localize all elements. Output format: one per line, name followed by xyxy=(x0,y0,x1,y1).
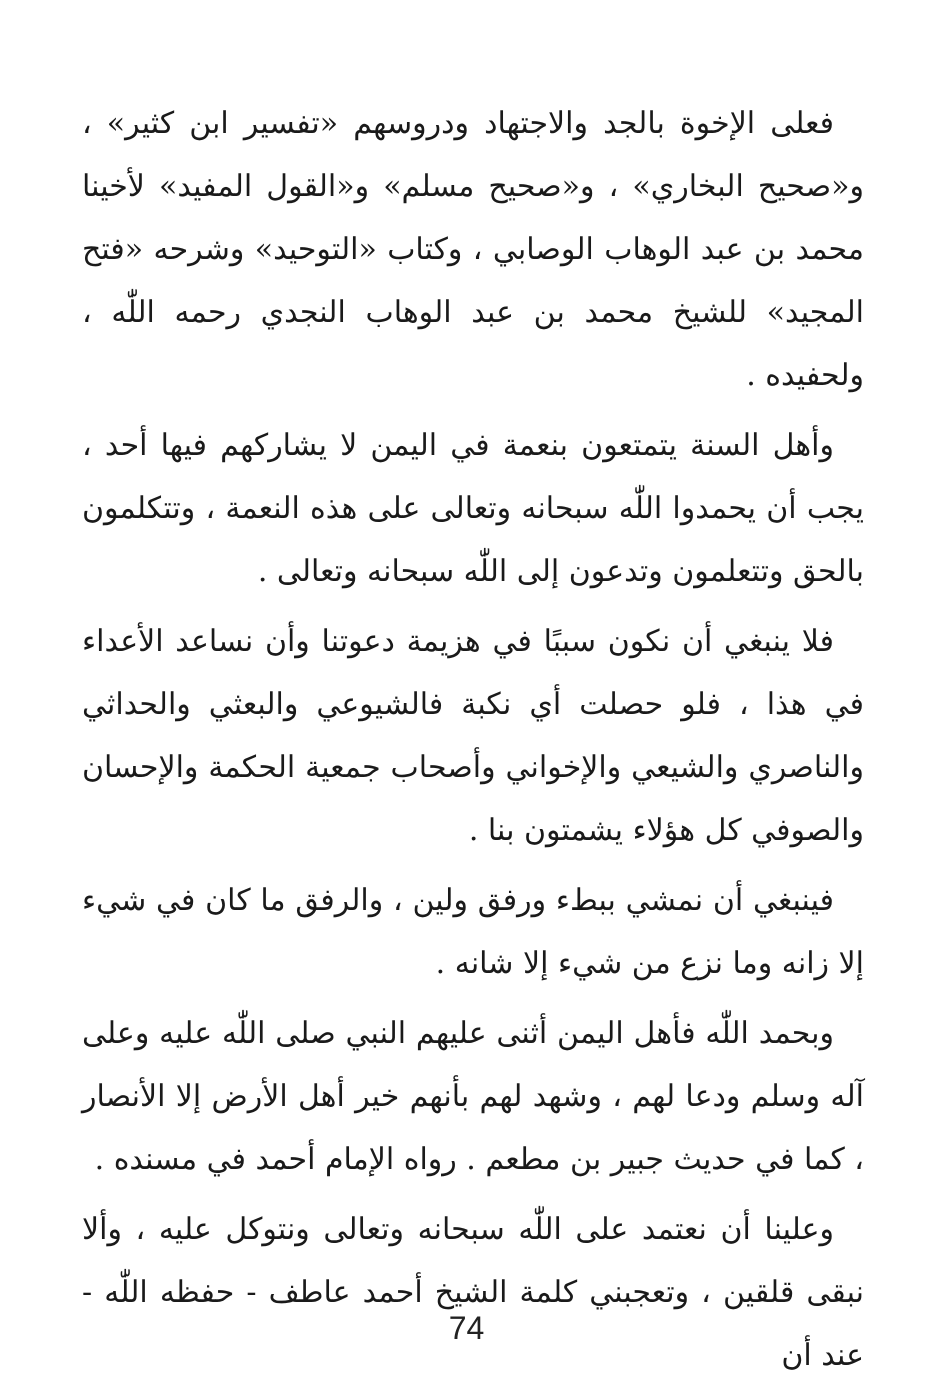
paragraph-1: فعلى الإخوة بالجد والاجتهاد ودروسهم «تفسير ابن كثير» ، و«صحيح البخاري» ، و«صحيح مسلم» و«القول المفيد» لأخينا محمد بن عبد الوهاب الوصابي ، وكتاب «التوحيد» وشرحه «فتح المجيد» للشيخ محمد بن عبد الوهاب النجدي رحمه اللّٰه ، ولحفيده . xyxy=(82,106,864,393)
body-text xyxy=(82,92,864,1394)
paragraph-6: وعلينا أن نعتمد على اللّٰه سبحانه وتعالى ونتوكل عليه ، وألا نبقى قلقين ، وتعجبني كلمة الشيخ أحمد عاطف - حفظه اللّٰه - عند أن xyxy=(82,1212,864,1373)
paragraph-5: وبحمد اللّٰه فأهل اليمن أثنى عليهم النبي صلى اللّٰه عليه وعلى آله وسلم ودعا لهم ، وشهد لهم بأنهم خير أهل الأرض إلا الأنصار ، كما في حديث جبير بن مطعم . رواه الإمام أحمد في مسنده . xyxy=(82,1016,864,1177)
paragraph-4: فينبغي أن نمشي ببطء ورفق ولين ، والرفق ما كان في شيء إلا زانه وما نزع من شيء إلا شانه . xyxy=(82,883,864,981)
paragraph-3: فلا ينبغي أن نكون سببًا في هزيمة دعوتنا وأن نساعد الأعداء في هذا ، فلو حصلت أي نكبة فالشيوعي والبعثي والحداثي والناصري والشيعي والإخواني وأصحاب جمعية الحكمة والإحسان والصوفي كل هؤلاء يشمتون بنا . xyxy=(82,624,864,848)
paragraph-2: وأهل السنة يتمتعون بنعمة في اليمن لا يشاركهم فيها أحد ، يجب أن يحمدوا اللّٰه سبحانه وتعالى على هذه النعمة ، وتتكلمون بالحق وتتعلمون وتدعون إلى اللّٰه سبحانه وتعالى . xyxy=(82,428,864,589)
page-number: 74 xyxy=(448,1310,485,1346)
